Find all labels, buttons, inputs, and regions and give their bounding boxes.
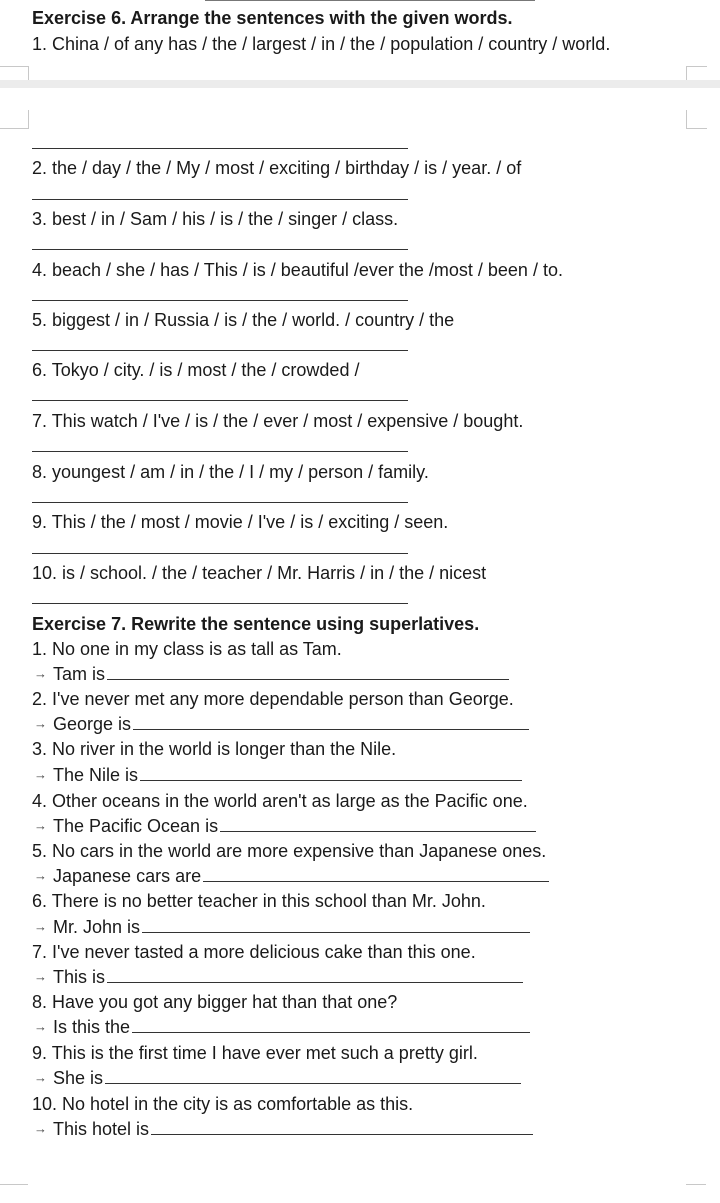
answer-blank[interactable] [203,867,549,882]
answer-stem: This is [53,967,106,987]
answer-blank[interactable] [105,1069,521,1084]
ex7-question-5: 5. No cars in the world are more expensive than Japanese ones. [32,841,547,861]
arrow-icon: → [34,818,47,833]
arrow-icon: → [34,919,47,934]
ex7-answer-9 [34,1068,521,1089]
answer-blank[interactable] [32,451,408,452]
crop-corner-tl [0,66,29,81]
answer-blank[interactable] [132,1018,530,1033]
answer-stem: George is [53,714,132,734]
ex7-question-7: 7. I've never tasted a more delicious cake than this one. [32,942,476,962]
crop-corner-tr [686,66,707,81]
ex7-answer-10 [34,1119,533,1140]
ex7-answer-4 [34,816,536,837]
ex7-answer-6 [34,917,530,938]
answer-stem: This hotel is [53,1119,150,1139]
arrow-icon: → [34,1121,47,1136]
ex7-answer-1 [34,664,509,685]
ex6-item-4: 4. beach / she / has / This / is / beautiful /ever the /most / been / to. [32,260,563,280]
scan-separator-band [0,80,720,88]
exercise-7-title: Exercise 7. Rewrite the sentence using superlatives. [32,614,480,634]
ex6-item-3: 3. best / in / Sam / his / is / the / singer / class. [32,209,399,229]
answer-blank[interactable] [220,817,536,832]
answer-blank[interactable] [32,249,408,250]
ex7-question-9: 9. This is the first time I have ever met such a pretty girl. [32,1043,478,1063]
answer-blank[interactable] [133,715,529,730]
arrow-icon: → [34,716,47,731]
top-rule [205,0,535,1]
arrow-icon: → [34,1019,47,1034]
answer-blank[interactable] [32,300,408,301]
exercise-6-title: Exercise 6. Arrange the sentences with the given words. [32,8,513,28]
ex7-answer-8 [34,1017,530,1038]
answer-stem: Japanese cars are [53,866,202,886]
ex7-question-4: 4. Other oceans in the world aren't as large as the Pacific one. [32,791,528,811]
answer-blank[interactable] [32,502,408,503]
answer-blank[interactable] [32,148,408,149]
answer-blank[interactable] [32,603,408,604]
arrow-icon: → [34,767,47,782]
answer-stem: She is [53,1068,104,1088]
crop-corner-bl [0,110,29,129]
ex7-question-8: 8. Have you got any bigger hat than that one? [32,992,398,1012]
answer-blank[interactable] [107,968,523,983]
arrow-icon: → [34,1070,47,1085]
ex6-item-2: 2. the / day / the / My / most / exciting / birthday / is / year. / of [32,158,522,178]
ex7-question-1: 1. No one in my class is as tall as Tam. [32,639,342,659]
answer-blank[interactable] [32,553,408,554]
ex6-item-10: 10. is / school. / the / teacher / Mr. Harris / in / the / nicest [32,563,487,583]
answer-blank[interactable] [142,918,530,933]
answer-stem: Is this the [53,1017,131,1037]
ex6-item-6: 6. Tokyo / city. / is / most / the / crowded / [32,360,360,380]
ex6-item-7: 7. This watch / I've / is / the / ever / most / expensive / bought. [32,411,524,431]
answer-blank[interactable] [140,766,522,781]
ex7-question-2: 2. I've never met any more dependable person than George. [32,689,514,709]
answer-blank[interactable] [107,665,509,680]
ex7-answer-2 [34,714,529,735]
answer-blank[interactable] [32,350,408,351]
ex6-item-5: 5. biggest / in / Russia / is / the / world. / country / the [32,310,455,330]
crop-mark-bl [0,1184,28,1195]
answer-blank[interactable] [32,199,408,200]
ex6-item-1: 1. China / of any has / the / largest / in / the / population / country / world. [32,34,611,54]
ex7-answer-3 [34,765,522,786]
ex7-answer-7 [34,967,523,988]
answer-blank[interactable] [151,1120,533,1135]
ex7-question-10: 10. No hotel in the city is as comfortable as this. [32,1094,414,1114]
crop-mark-br [686,1184,706,1195]
answer-blank[interactable] [32,400,408,401]
answer-stem: Mr. John is [53,917,141,937]
arrow-icon: → [34,666,47,681]
answer-stem: The Nile is [53,765,139,785]
arrow-icon: → [34,868,47,883]
ex7-answer-5 [34,866,549,887]
ex7-question-3: 3. No river in the world is longer than the Nile. [32,739,397,759]
crop-corner-br [686,110,707,129]
answer-stem: The Pacific Ocean is [53,816,219,836]
ex6-item-9: 9. This / the / most / movie / I've / is / exciting / seen. [32,512,449,532]
answer-stem: Tam is [53,664,106,684]
ex7-question-6: 6. There is no better teacher in this school than Mr. John. [32,891,486,911]
arrow-icon: → [34,969,47,984]
ex6-item-8: 8. youngest / am / in / the / I / my / person / family. [32,462,429,482]
